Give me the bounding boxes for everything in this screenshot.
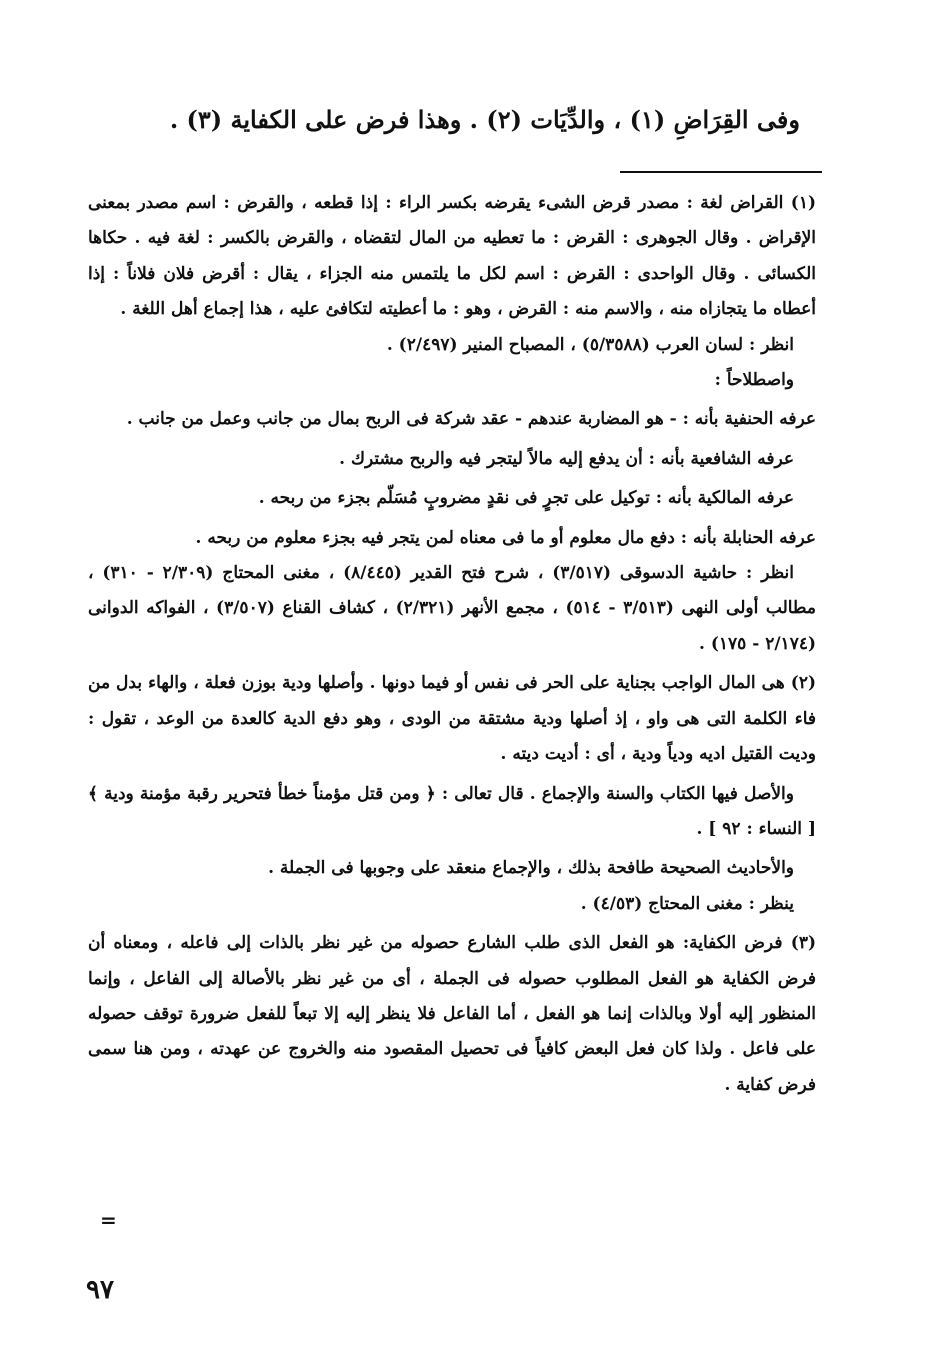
footnote-2-paragraph: (٢) هى المال الواجب بجناية على الحر فى نفس أو فيما دونها . وأصلها ودية بوزن فعلة ، والهاء بدل من فاء الكلمة التى هى واو ، إذ أصلها ودية مشتقة من الودى ، وهو دفع الدية كالعدة من الوعد ، تقول : وديت القتيل اديه ودياً ودية ، أى : أديت ديته . [88,673,816,765]
page-number: ٩٧ [86,1275,114,1305]
footnote-1-sources: انظر : حاشية الدسوقى (٣/٥١٧) ، شرح فتح القدير (٨/٤٤٥) ، مغنى المحتاج (٢/٣٠٩ - ٣١٠) ، مطالب أولى النهى (٣/٥١٣ - ٥١٤) ، مجمع الأنهر (٢/٣٢١) ، كشاف القناع (٣/٥٠٧) ، الفواكه الدوانى (٢/١٧٤ - ١٧٥) . [88,563,816,654]
footnote-1-shafii-definition: عرفه الشافعية بأنه : أن يدفع إليه مالاً ليتجر فيه والربح مشترك . [339,448,794,469]
footnote-1-paragraph: (١) القراض لغة : مصدر قرض الشىء يقرضه بكسر الراء : إذا قطعه ، والقرض : اسم مصدر بمعنى الإقراض . وقال الجوهرى : القرض : ما تعطيه من المال لتقضاه ، والقرض بالكسر : لغة فيه . حكاها الكسائى . وقال الواحدى : القرض : اسم لكل ما يلتمس منه الجزاء ، يقال : أقرض فلان فلاناً : إذا أعطاه ما يتجازاه منه ، والاسم منه : القرض ، وهو : ما أعطيته لتكافئ عليه ، هذا إجماع أهل اللغة . [88,193,816,320]
main-text-line: وفى القِرَاضِ (١) ، والدِّيَات (٢) . وهذا فرض على الكفاية (٣) . [169,105,800,134]
footnote-1-maliki-definition: عرفه المالكية بأنه : توكيل على تجرٍ فى نقدٍ مضروبٍ مُسَلّم بجزء من ربحه . [258,488,794,509]
footnote-separator [620,171,822,173]
footnote-3-paragraph: (٣) فرض الكفاية: هو الفعل الذى طلب الشارع حصوله من غير نظر بالذات إلى فاعله ، ومعناه أن فرض الكفاية هو الفعل المطلوب حصوله فى الجملة ، أى من غير نظر بالأصالة إلى الفاعل ، وإنما المنظور إليه أولا وبالذات إنما هو الفعل ، أما الفاعل فلا ينظر إليه إلا تبعاً للفعل ضرورة توقف حصوله على فاعل . ولذا كان فعل البعض كافياً فى تحصيل المقصود منه والخروج عن عهدته ، ومن هنا سمى فرض كفاية . [88,933,816,1095]
footnote-1-hanafi-definition: عرفه الحنفية بأنه : - هو المضاربة عندهم - عقد شركة فى الربح بمال من جانب وعمل من جانب . [126,409,816,430]
footnote-1-reference: انظر : لسان العرب (٥/٣٥٨٨) ، المصباح المنير (٢/٤٩٧) . [386,334,794,355]
continuation-mark: = [100,1208,117,1232]
footnote-2-reference: ينظر : مغنى المحتاج (٤/٥٣) . [580,893,794,914]
footnote-1-heading: واصطلاحاً : [714,370,794,391]
footnote-2-hadith: والأحاديث الصحيحة طافحة بذلك ، والإجماع منعقد على وجوبها فى الجملة . [268,858,794,879]
footnote-1-hanbali-definition: عرفه الحنابلة بأنه : دفع مال معلوم أو ما فى معناه لمن يتجر فيه بجزء معلوم من ربحه . [195,527,816,548]
footnote-2-evidence: والأصل فيها الكتاب والسنة والإجماع . قال تعالى : ﴿ ومن قتل مؤمناً خطأ فتحرير رقبة مؤمنة ودية ﴾ [ النساء : ٩٢ ] . [88,783,816,839]
footnotes-block [88,186,816,1103]
